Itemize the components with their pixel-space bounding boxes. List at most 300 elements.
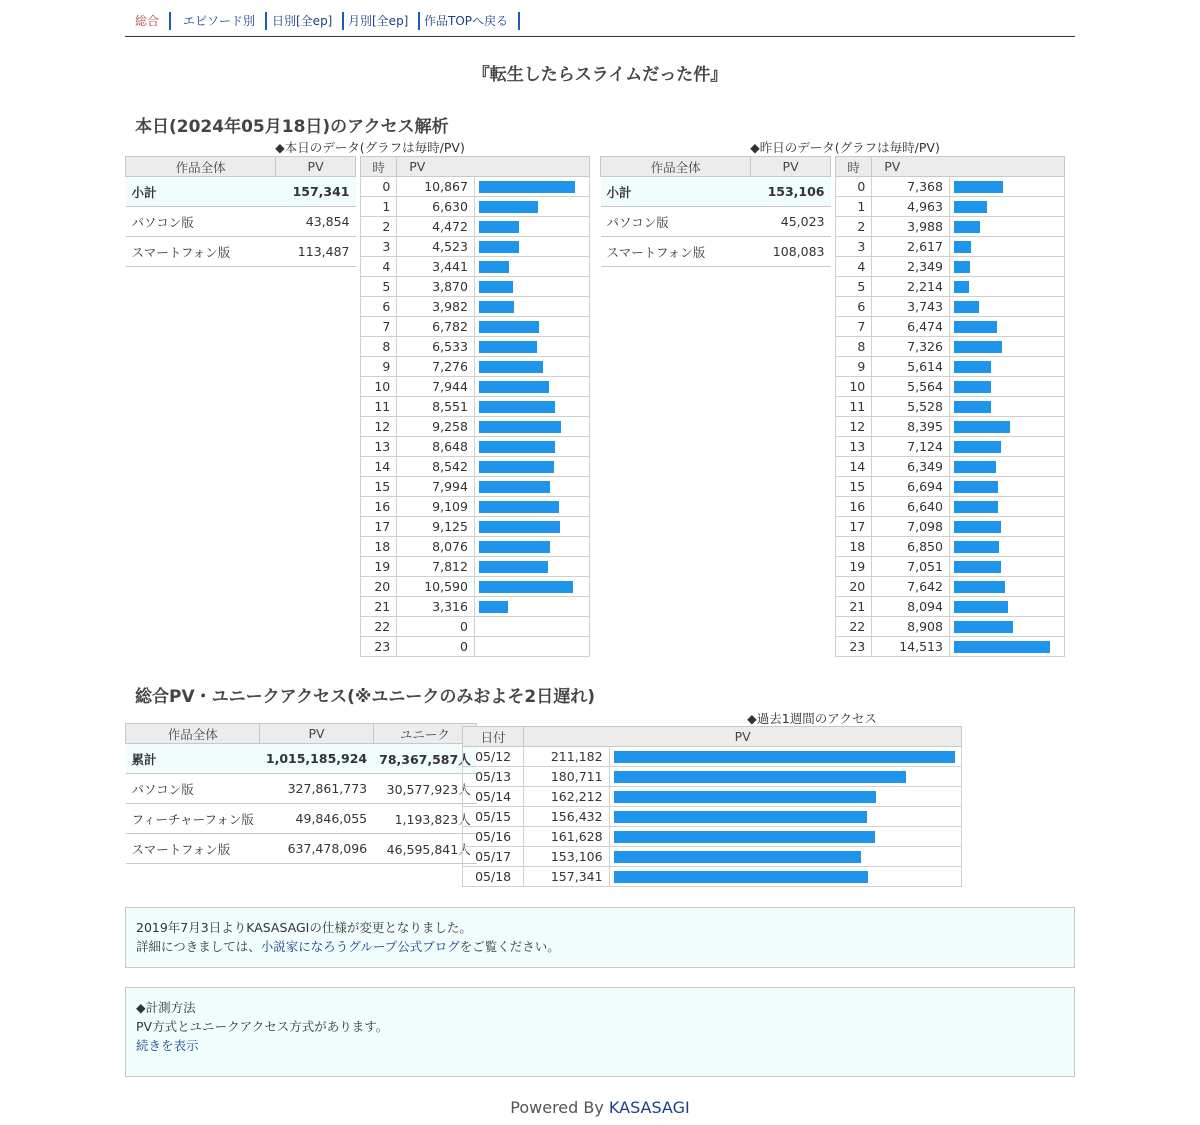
hour-label: 20	[836, 577, 872, 597]
hour-row	[836, 617, 1065, 637]
hour-bar	[954, 521, 1001, 533]
week-row	[463, 827, 962, 847]
hour-bar-cell	[474, 557, 589, 577]
week-row	[463, 807, 962, 827]
row-label: パソコン版	[126, 774, 260, 804]
hour-bar	[479, 201, 538, 213]
row-unique: 46,595,841人	[373, 834, 477, 864]
notice-prefix: 詳細につきましては、	[136, 939, 261, 954]
method-text: PV方式とユニークアクセス方式があります。	[136, 1019, 389, 1034]
hour-pv: 3,441	[397, 257, 475, 277]
hour-pv: 0	[397, 637, 475, 657]
hour-row	[836, 497, 1065, 517]
hour-label: 12	[361, 417, 397, 437]
hour-row	[836, 537, 1065, 557]
week-bar	[614, 791, 876, 803]
hour-row	[361, 517, 590, 537]
col-hour: 時	[361, 157, 397, 177]
hour-row	[836, 357, 1065, 377]
hour-label: 0	[836, 177, 872, 197]
hour-label: 16	[836, 497, 872, 517]
week-pv: 157,341	[524, 867, 609, 887]
notice-line2	[136, 937, 1064, 956]
table-row	[126, 774, 477, 804]
hour-label: 22	[361, 617, 397, 637]
hour-label: 10	[836, 377, 872, 397]
hour-pv: 7,994	[397, 477, 475, 497]
kasasagi-link[interactable]: KASASAGI	[608, 1098, 690, 1117]
hour-bar-cell	[949, 197, 1064, 217]
hour-label: 14	[361, 457, 397, 477]
hour-bar-cell	[949, 297, 1064, 317]
hour-bar	[479, 461, 554, 473]
hour-bar-cell	[474, 577, 589, 597]
week-date: 05/12	[463, 747, 524, 767]
hour-bar-cell	[949, 637, 1064, 657]
hour-row	[361, 217, 590, 237]
row-unique: 78,367,587人	[373, 744, 477, 774]
hour-bar-cell	[949, 497, 1064, 517]
hour-bar-cell	[949, 237, 1064, 257]
hour-bar	[954, 421, 1010, 433]
hour-pv: 2,349	[872, 257, 950, 277]
hour-row	[361, 457, 590, 477]
row-pv: 43,854	[276, 207, 356, 237]
hour-bar-cell	[474, 237, 589, 257]
week-date: 05/15	[463, 807, 524, 827]
hour-bar	[479, 601, 508, 613]
nav-overall[interactable]: 総合	[125, 12, 171, 30]
week-row	[463, 787, 962, 807]
week-bar-cell	[609, 787, 961, 807]
method-title: ◆計測方法	[136, 1000, 196, 1015]
hour-label: 1	[836, 197, 872, 217]
week-pv: 161,628	[524, 827, 609, 847]
hour-row	[836, 477, 1065, 497]
hour-bar-cell	[474, 637, 589, 657]
hour-label: 19	[836, 557, 872, 577]
hour-bar	[954, 621, 1013, 633]
hour-label: 7	[361, 317, 397, 337]
hour-pv: 2,214	[872, 277, 950, 297]
hour-bar-cell	[474, 317, 589, 337]
hour-bar	[479, 541, 550, 553]
hour-row	[836, 257, 1065, 277]
week-date: 05/17	[463, 847, 524, 867]
hour-bar	[954, 641, 1050, 653]
col-pv: PV	[260, 724, 373, 744]
show-more-link[interactable]: 続きを表示	[136, 1038, 199, 1053]
hour-pv: 4,963	[872, 197, 950, 217]
hour-pv: 7,326	[872, 337, 950, 357]
total-heading: 総合PV・ユニークアクセス(※ユニークのみおよそ2日遅れ)	[135, 687, 595, 707]
week-bar-cell	[609, 747, 961, 767]
hour-label: 15	[836, 477, 872, 497]
nav-daily[interactable]: 日別[全ep]	[262, 12, 344, 30]
hour-row	[361, 617, 590, 637]
table-row	[126, 834, 477, 864]
nav-monthly[interactable]: 月別[全ep]	[338, 12, 420, 30]
col-pv: PV	[872, 157, 1065, 177]
week-date: 05/16	[463, 827, 524, 847]
top-nav	[125, 10, 1075, 37]
hour-label: 13	[361, 437, 397, 457]
hour-bar	[954, 601, 1008, 613]
hour-bar	[479, 261, 509, 273]
hour-bar-cell	[474, 277, 589, 297]
hour-pv: 7,812	[397, 557, 475, 577]
hour-pv: 3,316	[397, 597, 475, 617]
hour-bar-cell	[474, 617, 589, 637]
hour-bar	[954, 401, 991, 413]
week-bar	[614, 831, 875, 843]
week-bar-cell	[609, 767, 961, 787]
week-date: 05/14	[463, 787, 524, 807]
hour-bar	[954, 541, 999, 553]
official-blog-link[interactable]: 小説家になろうグループ公式ブログ	[260, 939, 460, 954]
hour-label: 15	[361, 477, 397, 497]
hour-bar	[479, 181, 575, 193]
hour-row	[361, 537, 590, 557]
hour-row	[361, 297, 590, 317]
hour-row	[361, 477, 590, 497]
hour-row	[361, 337, 590, 357]
week-bar	[614, 811, 867, 823]
row-pv: 108,083	[751, 237, 831, 267]
hour-bar-cell	[949, 277, 1064, 297]
hour-label: 11	[361, 397, 397, 417]
hour-label: 3	[836, 237, 872, 257]
hour-label: 7	[836, 317, 872, 337]
hour-bar-cell	[949, 317, 1064, 337]
hour-bar	[479, 221, 519, 233]
table-row	[126, 804, 477, 834]
hour-bar	[479, 301, 514, 313]
hour-bar-cell	[949, 337, 1064, 357]
col-pv: PV	[524, 727, 962, 747]
hour-pv: 7,051	[872, 557, 950, 577]
hour-pv: 6,349	[872, 457, 950, 477]
hour-bar-cell	[949, 577, 1064, 597]
hour-pv: 3,743	[872, 297, 950, 317]
week-caption: ◆過去1週間のアクセス	[747, 711, 877, 726]
row-label: パソコン版	[126, 207, 276, 237]
hour-pv: 6,474	[872, 317, 950, 337]
hour-row	[361, 277, 590, 297]
hour-pv: 6,850	[872, 537, 950, 557]
hour-row	[836, 317, 1065, 337]
hour-bar	[479, 521, 560, 533]
hour-pv: 10,590	[397, 577, 475, 597]
method-box	[125, 987, 1075, 1077]
week-bar	[614, 851, 861, 863]
week-bar	[614, 871, 868, 883]
hour-bar	[954, 501, 998, 513]
hour-bar-cell	[474, 297, 589, 317]
hour-pv: 10,867	[397, 177, 475, 197]
week-bar-cell	[609, 867, 961, 887]
hour-label: 18	[361, 537, 397, 557]
table-row	[126, 207, 356, 237]
week-pv: 162,212	[524, 787, 609, 807]
row-pv: 49,846,055	[260, 804, 373, 834]
hour-label: 2	[361, 217, 397, 237]
hour-bar	[954, 341, 1002, 353]
hour-bar-cell	[474, 497, 589, 517]
hour-pv: 7,944	[397, 377, 475, 397]
row-pv: 157,341	[276, 177, 356, 207]
hour-bar	[479, 381, 549, 393]
hour-row	[361, 397, 590, 417]
hour-pv: 8,648	[397, 437, 475, 457]
hour-row	[361, 417, 590, 437]
week-pv: 180,711	[524, 767, 609, 787]
table-row	[126, 744, 477, 774]
hour-bar-cell	[949, 217, 1064, 237]
row-label: スマートフォン版	[126, 834, 260, 864]
notice-line1: 2019年7月3日よりKASASAGIの仕様が変更となりました。	[136, 920, 472, 935]
hour-row	[836, 597, 1065, 617]
hour-row	[836, 437, 1065, 457]
row-pv: 327,861,773	[260, 774, 373, 804]
hour-bar-cell	[949, 417, 1064, 437]
hour-row	[836, 577, 1065, 597]
hour-bar-cell	[949, 437, 1064, 457]
hour-bar	[954, 441, 1001, 453]
hour-pv: 5,614	[872, 357, 950, 377]
footer	[125, 1098, 1075, 1117]
hour-row	[836, 297, 1065, 317]
hour-label: 17	[836, 517, 872, 537]
hour-bar-cell	[474, 597, 589, 617]
hour-pv: 14,513	[872, 637, 950, 657]
hour-bar-cell	[949, 257, 1064, 277]
hour-bar-cell	[949, 397, 1064, 417]
table-row	[126, 237, 356, 267]
hour-row	[361, 257, 590, 277]
hour-pv: 6,694	[872, 477, 950, 497]
hour-bar	[954, 181, 1003, 193]
hour-pv: 4,472	[397, 217, 475, 237]
page-title: 『転生したらスライムだった件』	[472, 65, 728, 85]
hour-label: 8	[361, 337, 397, 357]
hour-label: 6	[836, 297, 872, 317]
hour-bar	[954, 241, 971, 253]
hour-bar-cell	[474, 477, 589, 497]
hour-pv: 7,098	[872, 517, 950, 537]
hour-bar-cell	[949, 517, 1064, 537]
hour-bar-cell	[474, 337, 589, 357]
hour-row	[361, 497, 590, 517]
hour-bar-cell	[474, 537, 589, 557]
hour-row	[361, 637, 590, 657]
today-summary-table	[125, 156, 356, 267]
hour-pv: 5,564	[872, 377, 950, 397]
table-row	[126, 177, 356, 207]
hour-row	[836, 197, 1065, 217]
notice-box	[125, 907, 1075, 968]
hour-bar	[954, 481, 998, 493]
week-bar-cell	[609, 807, 961, 827]
week-date: 05/13	[463, 767, 524, 787]
hour-label: 8	[836, 337, 872, 357]
col-pv: PV	[751, 157, 831, 177]
hour-bar-cell	[949, 557, 1064, 577]
hour-pv: 9,258	[397, 417, 475, 437]
hour-pv: 7,642	[872, 577, 950, 597]
week-pv: 156,432	[524, 807, 609, 827]
hour-bar-cell	[949, 357, 1064, 377]
hour-bar-cell	[474, 517, 589, 537]
hour-bar-cell	[474, 377, 589, 397]
weekly-table	[462, 726, 962, 887]
hour-label: 17	[361, 517, 397, 537]
yesterday-caption: ◆昨日のデータ(グラフは毎時/PV)	[750, 140, 940, 155]
hour-label: 14	[836, 457, 872, 477]
hour-label: 9	[361, 357, 397, 377]
hour-row	[836, 277, 1065, 297]
hour-label: 19	[361, 557, 397, 577]
hour-bar-cell	[949, 537, 1064, 557]
hour-bar-cell	[949, 617, 1064, 637]
hour-bar	[479, 561, 548, 573]
hour-bar	[954, 361, 991, 373]
nav-episode[interactable]: エピソード別	[173, 12, 267, 30]
hour-pv: 0	[397, 617, 475, 637]
hour-label: 23	[361, 637, 397, 657]
row-pv: 113,487	[276, 237, 356, 267]
yesterday-summary-table	[600, 156, 831, 267]
hour-label: 5	[836, 277, 872, 297]
footer-prefix: Powered By	[510, 1098, 609, 1117]
hour-bar	[479, 401, 555, 413]
nav-work-top[interactable]: 作品TOPへ戻る	[414, 12, 520, 30]
hour-row	[836, 557, 1065, 577]
table-row	[601, 237, 831, 267]
yesterday-hourly-table	[835, 156, 1065, 657]
hour-pv: 9,125	[397, 517, 475, 537]
col-pv: PV	[276, 157, 356, 177]
hour-bar	[479, 321, 539, 333]
hour-label: 0	[361, 177, 397, 197]
hour-label: 16	[361, 497, 397, 517]
hour-pv: 3,982	[397, 297, 475, 317]
hour-row	[361, 577, 590, 597]
hour-bar	[479, 481, 550, 493]
row-label: パソコン版	[601, 207, 751, 237]
hour-label: 2	[836, 217, 872, 237]
hour-row	[836, 417, 1065, 437]
hour-bar-cell	[474, 177, 589, 197]
hour-label: 21	[836, 597, 872, 617]
hour-label: 23	[836, 637, 872, 657]
hour-bar-cell	[949, 457, 1064, 477]
hour-label: 20	[361, 577, 397, 597]
col-work: 作品全体	[126, 724, 260, 744]
hour-pv: 5,528	[872, 397, 950, 417]
today-heading: 本日(2024年05月18日)のアクセス解析	[135, 117, 449, 137]
hour-label: 4	[836, 257, 872, 277]
hour-label: 3	[361, 237, 397, 257]
hour-pv: 8,908	[872, 617, 950, 637]
hour-pv: 7,276	[397, 357, 475, 377]
hour-bar	[954, 381, 991, 393]
hour-pv: 9,109	[397, 497, 475, 517]
col-date: 日付	[463, 727, 524, 747]
hour-bar	[954, 301, 979, 313]
hour-bar	[954, 221, 980, 233]
week-bar	[614, 751, 955, 763]
hour-label: 22	[836, 617, 872, 637]
row-unique: 30,577,923人	[373, 774, 477, 804]
hour-row	[361, 557, 590, 577]
hour-row	[361, 357, 590, 377]
row-unique: 1,193,823人	[373, 804, 477, 834]
col-work: 作品全体	[126, 157, 276, 177]
hour-row	[836, 217, 1065, 237]
row-label: フィーチャーフォン版	[126, 804, 260, 834]
hour-bar-cell	[949, 477, 1064, 497]
col-hour: 時	[836, 157, 872, 177]
row-label: 小計	[126, 177, 276, 207]
col-unique: ユニーク	[373, 724, 477, 744]
hour-bar-cell	[474, 357, 589, 377]
hour-bar	[954, 201, 987, 213]
week-pv: 153,106	[524, 847, 609, 867]
hour-row	[836, 517, 1065, 537]
hour-row	[836, 337, 1065, 357]
hour-bar	[954, 581, 1005, 593]
week-row	[463, 847, 962, 867]
hour-bar	[479, 501, 559, 513]
hour-row	[836, 377, 1065, 397]
hour-label: 10	[361, 377, 397, 397]
week-row	[463, 767, 962, 787]
row-label: スマートフォン版	[601, 237, 751, 267]
hour-row	[361, 377, 590, 397]
hour-row	[361, 317, 590, 337]
hour-pv: 6,533	[397, 337, 475, 357]
hour-label: 1	[361, 197, 397, 217]
col-pv: PV	[397, 157, 590, 177]
hour-pv: 8,542	[397, 457, 475, 477]
hour-bar-cell	[474, 217, 589, 237]
today-caption: ◆本日のデータ(グラフは毎時/PV)	[275, 140, 465, 155]
hour-bar	[479, 581, 573, 593]
hour-bar	[954, 281, 969, 293]
hour-pv: 8,551	[397, 397, 475, 417]
hour-bar-cell	[474, 457, 589, 477]
hour-label: 9	[836, 357, 872, 377]
hour-bar	[954, 261, 970, 273]
row-label: スマートフォン版	[126, 237, 276, 267]
week-date: 05/18	[463, 867, 524, 887]
hour-bar	[954, 561, 1001, 573]
week-bar-cell	[609, 847, 961, 867]
hour-row	[361, 177, 590, 197]
hour-pv: 6,782	[397, 317, 475, 337]
hour-bar-cell	[949, 597, 1064, 617]
hour-label: 5	[361, 277, 397, 297]
hour-label: 12	[836, 417, 872, 437]
hour-label: 21	[361, 597, 397, 617]
total-table	[125, 723, 477, 864]
hour-label: 18	[836, 537, 872, 557]
row-pv: 1,015,185,924	[260, 744, 373, 774]
row-pv: 45,023	[751, 207, 831, 237]
hour-bar	[479, 361, 543, 373]
hour-bar-cell	[949, 377, 1064, 397]
